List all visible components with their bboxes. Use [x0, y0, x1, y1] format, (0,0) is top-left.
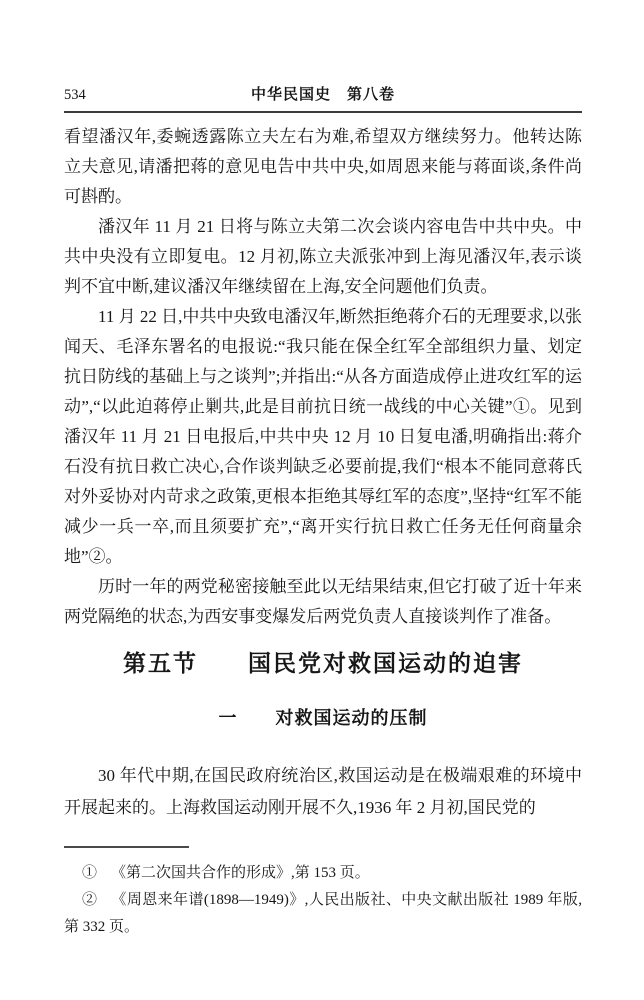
footnote-marker: ②	[82, 892, 98, 908]
section-body-text	[64, 760, 582, 824]
paragraph: 潘汉年 11 月 21 日将与陈立夫第二次会谈内容电告中共中央。中共中央没有立即复电。12 月初,陈立夫派张冲到上海见潘汉年,表示谈判不宜中断,建议潘汉年继续留在上海,安全问题他们负责。	[64, 217, 582, 296]
footnote-item	[64, 860, 582, 887]
footnote-separator-rule	[64, 846, 189, 848]
paragraph: 11 月 22 日,中共中央致电潘汉年,断然拒绝蒋介石的无理要求,以张闻天、毛泽东署名的电报说:“我只能在保全红军全部组织力量、划定抗日防线的基础上与之谈判”;并指出:“从各方面造成停止进攻红军的运动”,“以此迫蒋停止剿共,此是目前抗日统一战线的中心关键”①。见到潘汉年 11 月 21 日电报后,中共中央 12 月 10 日复电潘,明确指出:蒋介石没有抗日救亡决心,合作谈判缺乏必要前提,我们“根本不能同意蒋氏对外妥协对内苛求之政策,更根本拒绝其辱红军的态度”,坚持“红军不能减少一兵一卒,而且须要扩充”,“离开实行抗日救亡任务无任何商量余地”②。	[64, 307, 582, 566]
footnote-text: 《周恩来年谱(1898—1949)》,人民出版社、中央文献出版社 1989 年版,第 332 页。	[64, 892, 582, 935]
page-number: 534	[64, 87, 86, 103]
body-text	[64, 122, 582, 632]
running-title: 中华民国史 第八卷	[250, 87, 395, 103]
section-heading: 第五节 国民党对救国运动的迫害	[123, 651, 523, 676]
footnote-text: 《第二次国共合作的形成》,第 153 页。	[111, 865, 370, 881]
subsection-heading: 一 对救国运动的压制	[218, 708, 428, 728]
footnote-marker: ①	[82, 865, 98, 881]
footnote-item	[64, 887, 582, 941]
footnotes	[64, 860, 582, 941]
paragraph-continuation: 看望潘汉年,委蜿透露陈立夫左右为难,希望双方继续努力。他转达陈立夫意见,请潘把蒋的意见电告中共中央,如周恩来能与蒋面谈,条件尚可斟酌。	[64, 127, 582, 206]
running-header	[64, 86, 582, 113]
paragraph: 30 年代中期,在国民政府统治区,救国运动是在极端艰难的环境中开展起来的。上海救国运动刚开展不久,1936 年 2 月初,国民党的	[64, 766, 582, 817]
paragraph: 历时一年的两党秘密接触至此以无结果结束,但它打破了近十年来两党隔绝的状态,为西安事变爆发后两党负责人直接谈判作了准备。	[64, 577, 582, 626]
